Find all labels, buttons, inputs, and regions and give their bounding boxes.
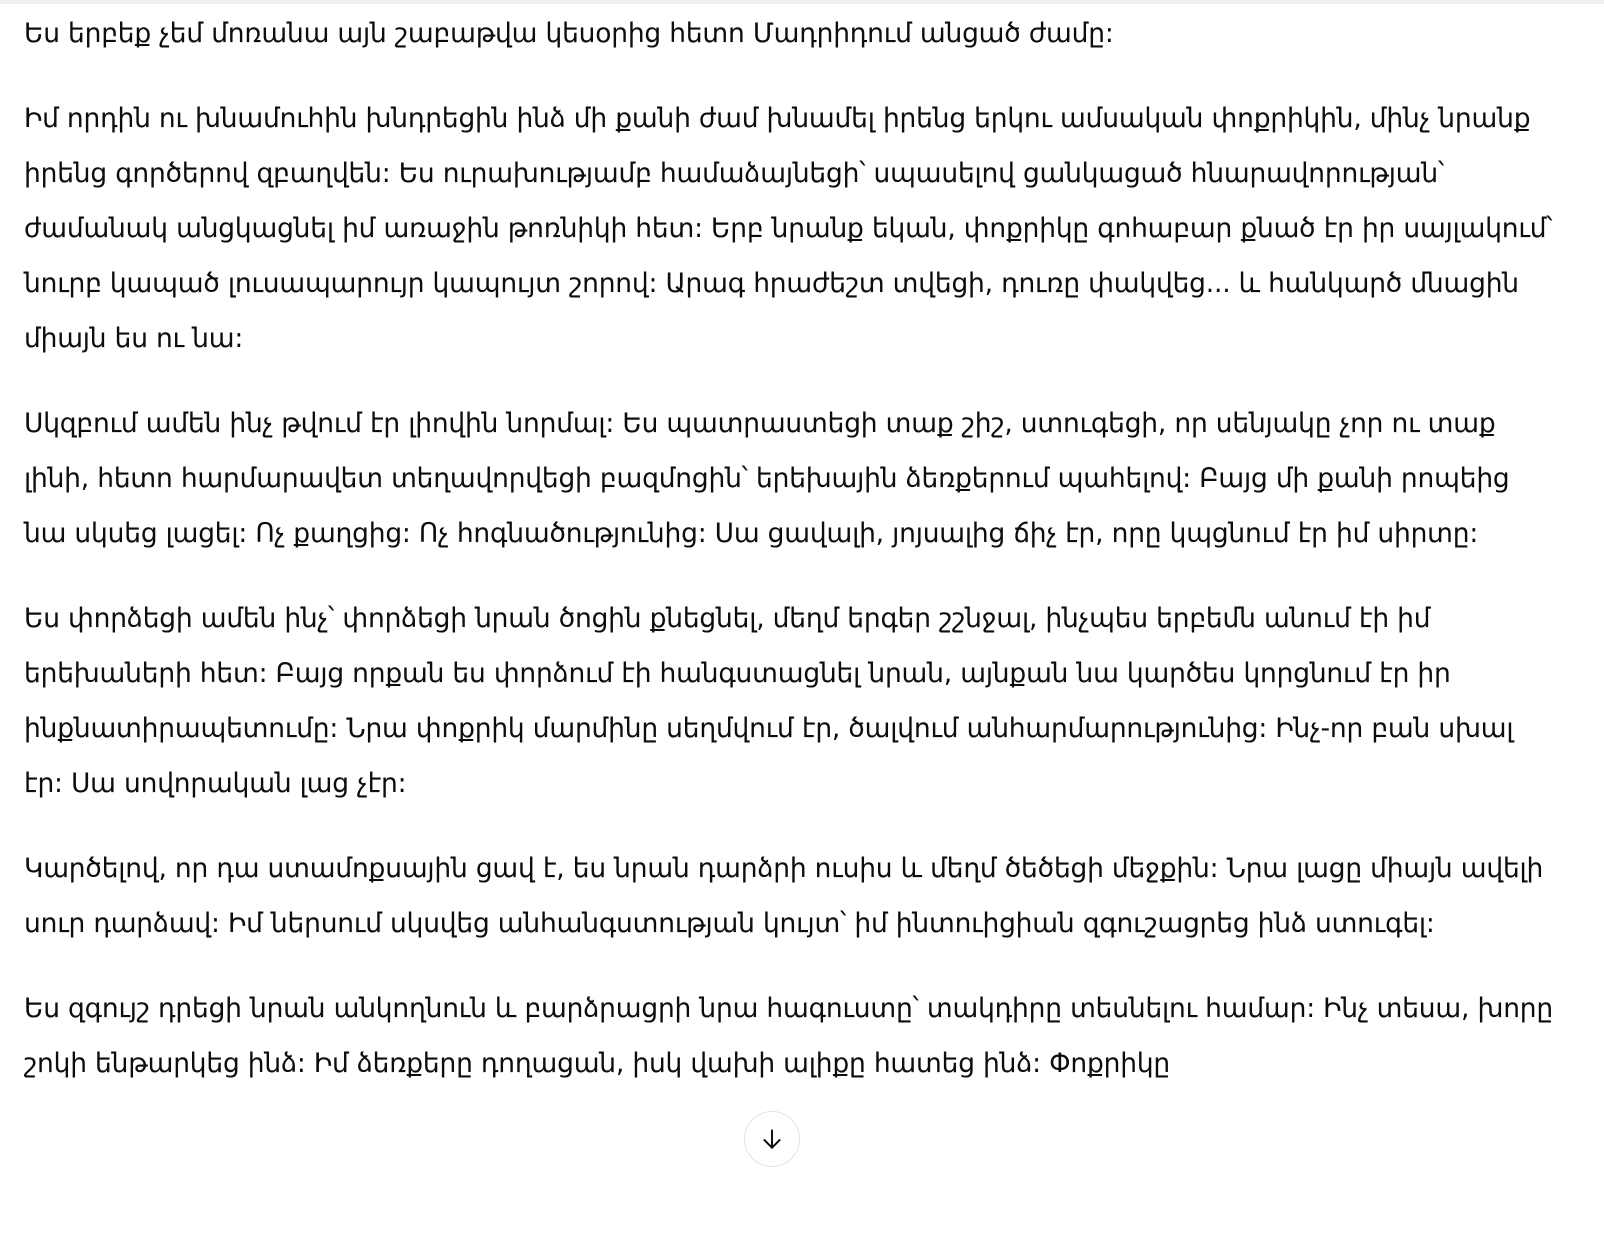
arrow-down-icon [759,1126,785,1152]
message-paragraph: Ես զգույշ դրեցի նրան անկողնուն և բարձրացրի նրա հագուստը՝ տակդիրը տեսնելու համար: Ինչ տեսա, խորը շոկի ենթարկեց ինձ: Իմ ձեռքերը դողացան, իսկ վախի ալիքը հատեց ինձ: Փոքրիկը [24,993,1553,1079]
scroll-to-bottom-button[interactable] [744,1111,800,1167]
message-paragraph: Կարծելով, որ դա ստամոքսային ցավ է, ես նրան դարձրի ուսիս և մեղմ ծեծեցի մեջքին: Նրա լացը միայն ավելի սուր դարձավ: Իմ ներսում սկսվեց անհանգստության կույտ՝ իմ ինտուիցիան զգուշացրեց ինձ ստուգել: [24,853,1544,939]
message-paragraph: Իմ որդին ու խնամուհին խնդրեցին ինձ մի քանի ժամ խնամել իրենց երկու ամսական փոքրիկին, մինչ նրանք իրենց գործերով զբաղվեն: Ես ուրախությամբ համաձայնեցի՝ սպասելով ցանկացած հնարավորության՝ ժամանակ անցկացնել իմ առաջին թոռնիկի հետ: Երբ նրանք եկան, փոքրիկը գոհաբար քնած էր իր սայլակում՝ նուրբ կապած լուսապարույր կապույտ շորով: Արագ հրաժեշտ տվեցի, դուռը փակվեց... և հանկարծ մնացին միայն ես ու նա: [24,103,1553,354]
message-paragraph: Ես փորձեցի ամեն ինչ՝ փորձեցի նրան ծոցին քնեցնել, մեղմ երգեր շշնջալ, ինչպես երբեմն անում էի իմ երեխաների հետ: Բայց որքան ես փորձում էի հանգստացնել նրան, այնքան նա կարծես կորցնում էր իր ինքնատիրապետումը: Նրա փոքրիկ մարմինը սեղմվում էր, ծալվում անհարմարությունից: Ինչ-որ բան սխալ էր: Սա սովորական լաց չէր: [24,603,1514,799]
message-body [24,6,1554,1121]
message-paragraph: Ես երբեք չեմ մոռանա այն շաբաթվա կեսօրից հետո Մադրիդում անցած ժամը: [24,18,1114,49]
message-paragraph: Սկզբում ամեն ինչ թվում էր լիովին նորմալ: Ես պատրաստեցի տաք շիշ, ստուգեցի, որ սենյակը չոր ու տաք լինի, հետո հարմարավետ տեղավորվեցի բազմոցին՝ երեխային ձեռքերում պահելով: Բայց մի քանի րոպեից նա սկսեց լացել: Ոչ քաղցից: Ոչ հոգնածությունից: Սա ցավալի, յոյսալից ճիչ էր, որը կպցնում էր իմ սիրտը: [24,408,1510,549]
top-divider [0,0,1604,4]
